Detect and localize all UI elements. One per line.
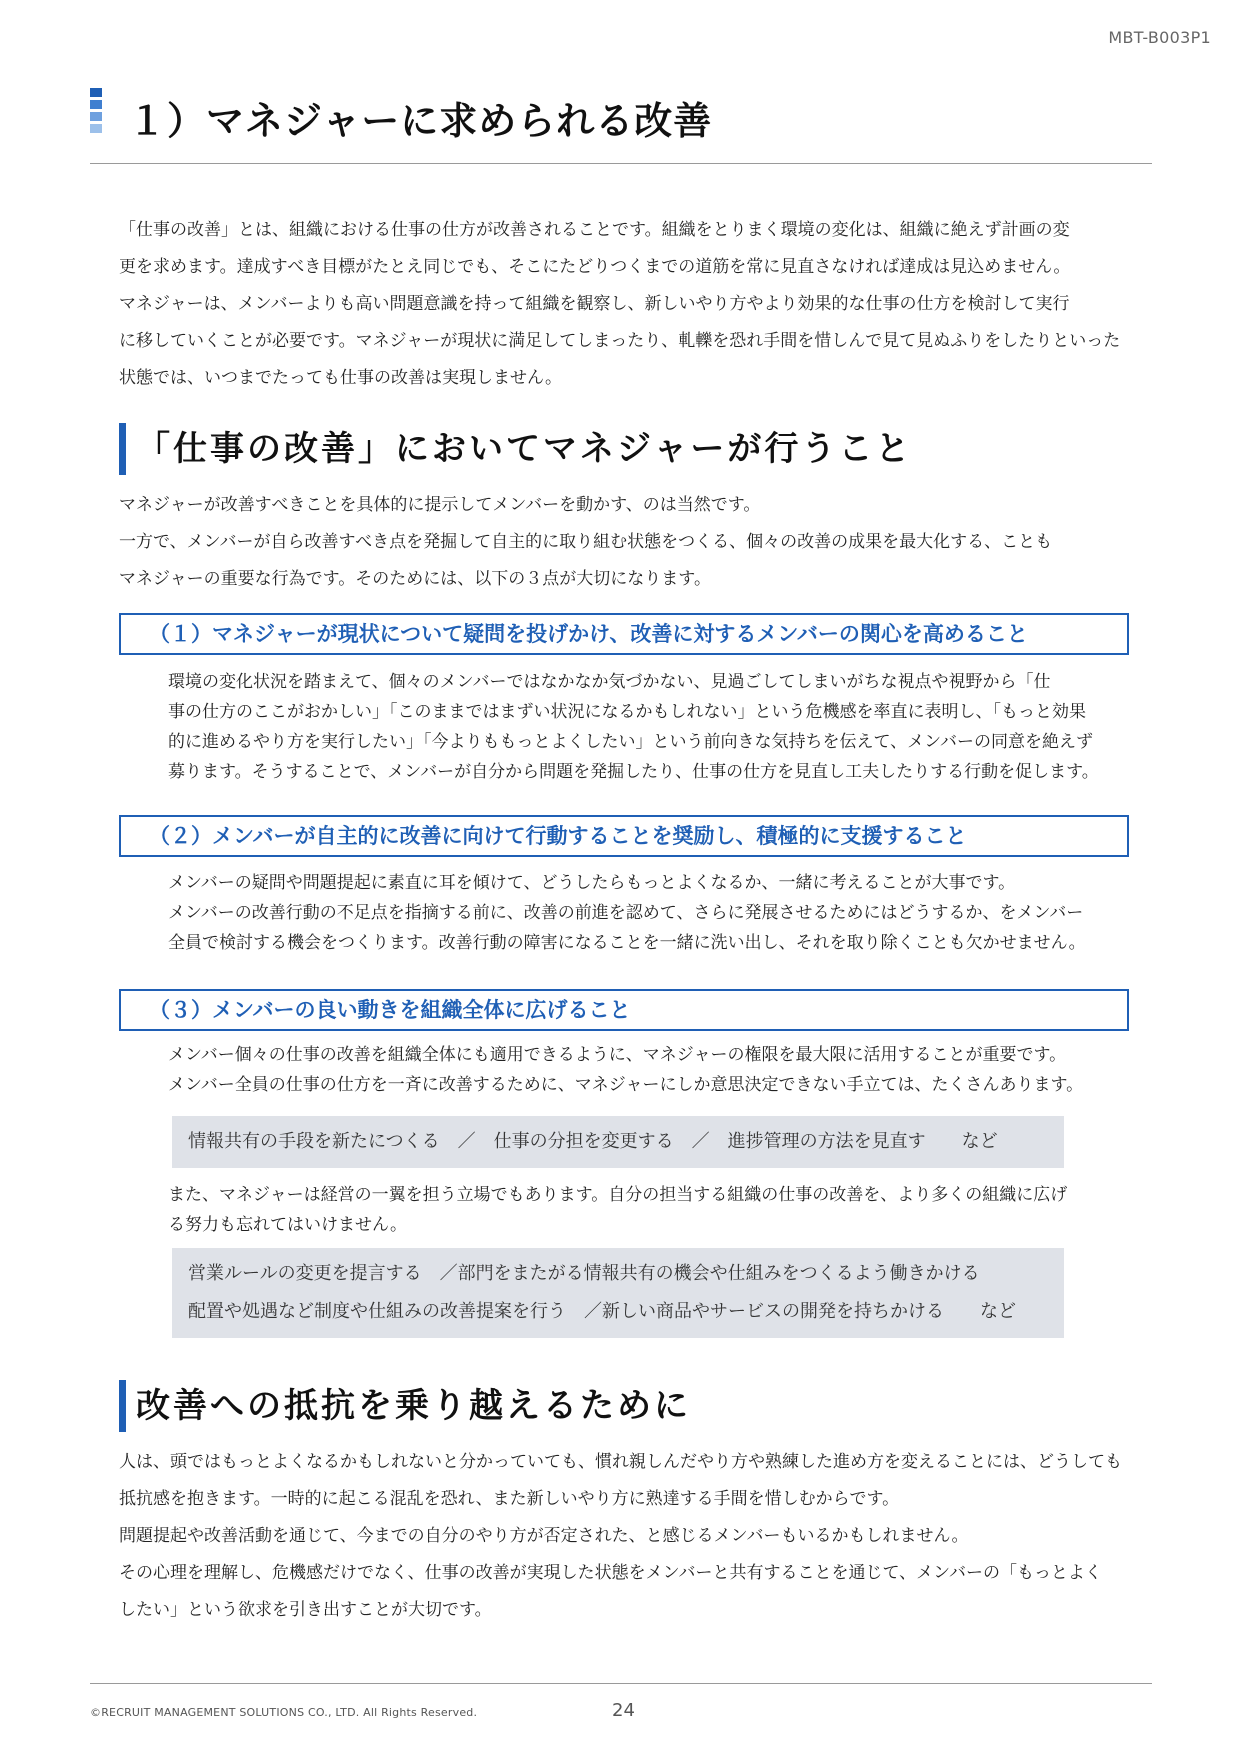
point3-line: メンバー個々の仕事の改善を組織全体にも適用できるように、マネジャーの権限を最大限に活用することが重要です。 bbox=[168, 1045, 1067, 1065]
intro-paragraph bbox=[119, 212, 1129, 397]
point1-heading: （１）マネジャーが現状について疑問を投げかけ、改善に対するメンバーの関心を高めること bbox=[119, 613, 1129, 655]
intro-line: マネジャーは、メンバーよりも高い問題意識を持って組織を観察し、新しいやり方やより効果的な仕事の仕方を検討して実行 bbox=[119, 294, 1070, 314]
point3-line: メンバー全員の仕事の仕方を一斉に改善するために、マネジャーにしか意思決定できない手立ては、たくさんあります。 bbox=[168, 1075, 1084, 1095]
point1-line: 的に進めるやり方を実行したい」「今よりももっとよくしたい」という前向きな気持ちを伝えて、メンバーの同意を絶えず bbox=[168, 732, 1093, 752]
example-box-2 bbox=[172, 1248, 1064, 1338]
footer-copyright: ©RECRUIT MANAGEMENT SOLUTIONS CO., LTD. All Rights Reserved. bbox=[90, 1706, 478, 1719]
section-heading-overcome-resistance: 改善への抵抗を乗り越えるために bbox=[119, 1380, 691, 1432]
footer-divider bbox=[90, 1683, 1152, 1684]
section1-line: マネジャーが改善すべきことを具体的に提示してメンバーを動かす、のは当然です。 bbox=[119, 495, 761, 515]
point3-body-2 bbox=[168, 1180, 1118, 1240]
example-line: 営業ルールの変更を提言する ／部門をまたがる情報共有の機会や仕組みをつくるよう働きかける bbox=[188, 1263, 980, 1284]
section-heading-manager-actions: 「仕事の改善」においてマネジャーが行うこと bbox=[119, 423, 912, 475]
section2-line: 人は、頭ではもっとよくなるかもしれないと分かっていても、慣れ親しんだやり方や熟練した進め方を変えることには、どうしても bbox=[119, 1452, 1122, 1472]
intro-line: に移していくことが必要です。マネジャーが現状に満足してしまったり、軋轢を恐れ手間を惜しんで見て見ぬふりをしたりといった bbox=[119, 331, 1121, 351]
section1-paragraph bbox=[119, 487, 1129, 598]
intro-line: 更を求めます。達成すべき目標がたとえ同じでも、そこにたどりつくまでの道筋を常に見直さなければ達成は見込めません。 bbox=[119, 257, 1071, 277]
point2-line: 全員で検討する機会をつくります。改善行動の障害になることを一緒に洗い出し、それを取り除くことも欠かせません。 bbox=[168, 933, 1086, 953]
page-title: １）マネジャーに求められる改善 bbox=[128, 99, 713, 143]
intro-line: 「仕事の改善」とは、組織における仕事の仕方が改善されることです。組織をとりまく環境の変化は、組織に絶えず計画の変 bbox=[119, 220, 1070, 240]
example-box-1 bbox=[172, 1116, 1064, 1168]
point3-line: る努力も忘れてはいけません。 bbox=[168, 1215, 408, 1235]
title-marker-icon bbox=[90, 88, 102, 136]
section1-line: 一方で、メンバーが自ら改善すべき点を発掘して自主的に取り組む状態をつくる、個々の改善の成果を最大化する、ことも bbox=[119, 532, 1053, 552]
point2-heading: （２）メンバーが自主的に改善に向けて行動することを奨励し、積極的に支援すること bbox=[119, 815, 1129, 857]
section1-line: マネジャーの重要な行為です。そのためには、以下の３点が大切になります。 bbox=[119, 569, 711, 589]
section2-paragraph bbox=[119, 1444, 1129, 1629]
point3-heading: （３）メンバーの良い動きを組織全体に広げること bbox=[119, 989, 1129, 1031]
point1-line: 環境の変化状況を踏まえて、個々のメンバーではなかなか気づかない、見過ごしてしまいがちな視点や視野から「仕 bbox=[168, 672, 1051, 692]
section2-line: したい」という欲求を引き出すことが大切です。 bbox=[119, 1600, 492, 1620]
example-line: 情報共有の手段を新たにつくる ／ 仕事の分担を変更する ／ 進捗管理の方法を見直す など bbox=[188, 1131, 998, 1152]
page-number: 24 bbox=[612, 1700, 635, 1721]
point3-line: また、マネジャーは経営の一翼を担う立場でもあります。自分の担当する組織の仕事の改善を、より多くの組織に広げ bbox=[168, 1185, 1068, 1205]
section2-line: その心理を理解し、危機感だけでなく、仕事の改善が実現した状態をメンバーと共有することを通じて、メンバーの「もっとよく bbox=[119, 1563, 1102, 1583]
point1-line: 募ります。そうすることで、メンバーが自分から問題を発掘したり、仕事の仕方を見直し工夫したりする行動を促します。 bbox=[168, 762, 1099, 782]
example-line: 配置や処遇など制度や仕組みの改善提案を行う ／新しい商品やサービスの開発を持ちかける など bbox=[188, 1301, 1016, 1322]
page-title-block bbox=[90, 88, 1152, 164]
section2-line: 問題提起や改善活動を通じて、今までの自分のやり方が否定された、と感じるメンバーもいるかもしれません。 bbox=[119, 1526, 969, 1546]
document-code: MBT-B003P1 bbox=[1108, 28, 1211, 47]
section2-line: 抵抗感を抱きます。一時的に起こる混乱を恐れ、また新しいやり方に熟達する手間を惜しむからです。 bbox=[119, 1489, 900, 1509]
intro-line: 状態では、いつまでたっても仕事の改善は実現しません。 bbox=[119, 368, 563, 388]
point2-body bbox=[168, 868, 1118, 958]
point2-line: メンバーの改善行動の不足点を指摘する前に、改善の前進を認めて、さらに発展させるためにはどうするか、をメンバー bbox=[168, 903, 1084, 923]
point1-body bbox=[168, 667, 1118, 787]
point1-line: 事の仕方のここがおかしい」「このままではまずい状況になるかもしれない」という危機感を率直に表明し、「もっと効果 bbox=[168, 702, 1086, 722]
point2-line: メンバーの疑問や問題提起に素直に耳を傾けて、どうしたらもっとよくなるか、一緒に考えることが大事です。 bbox=[168, 873, 1016, 893]
point3-body bbox=[168, 1040, 1118, 1100]
